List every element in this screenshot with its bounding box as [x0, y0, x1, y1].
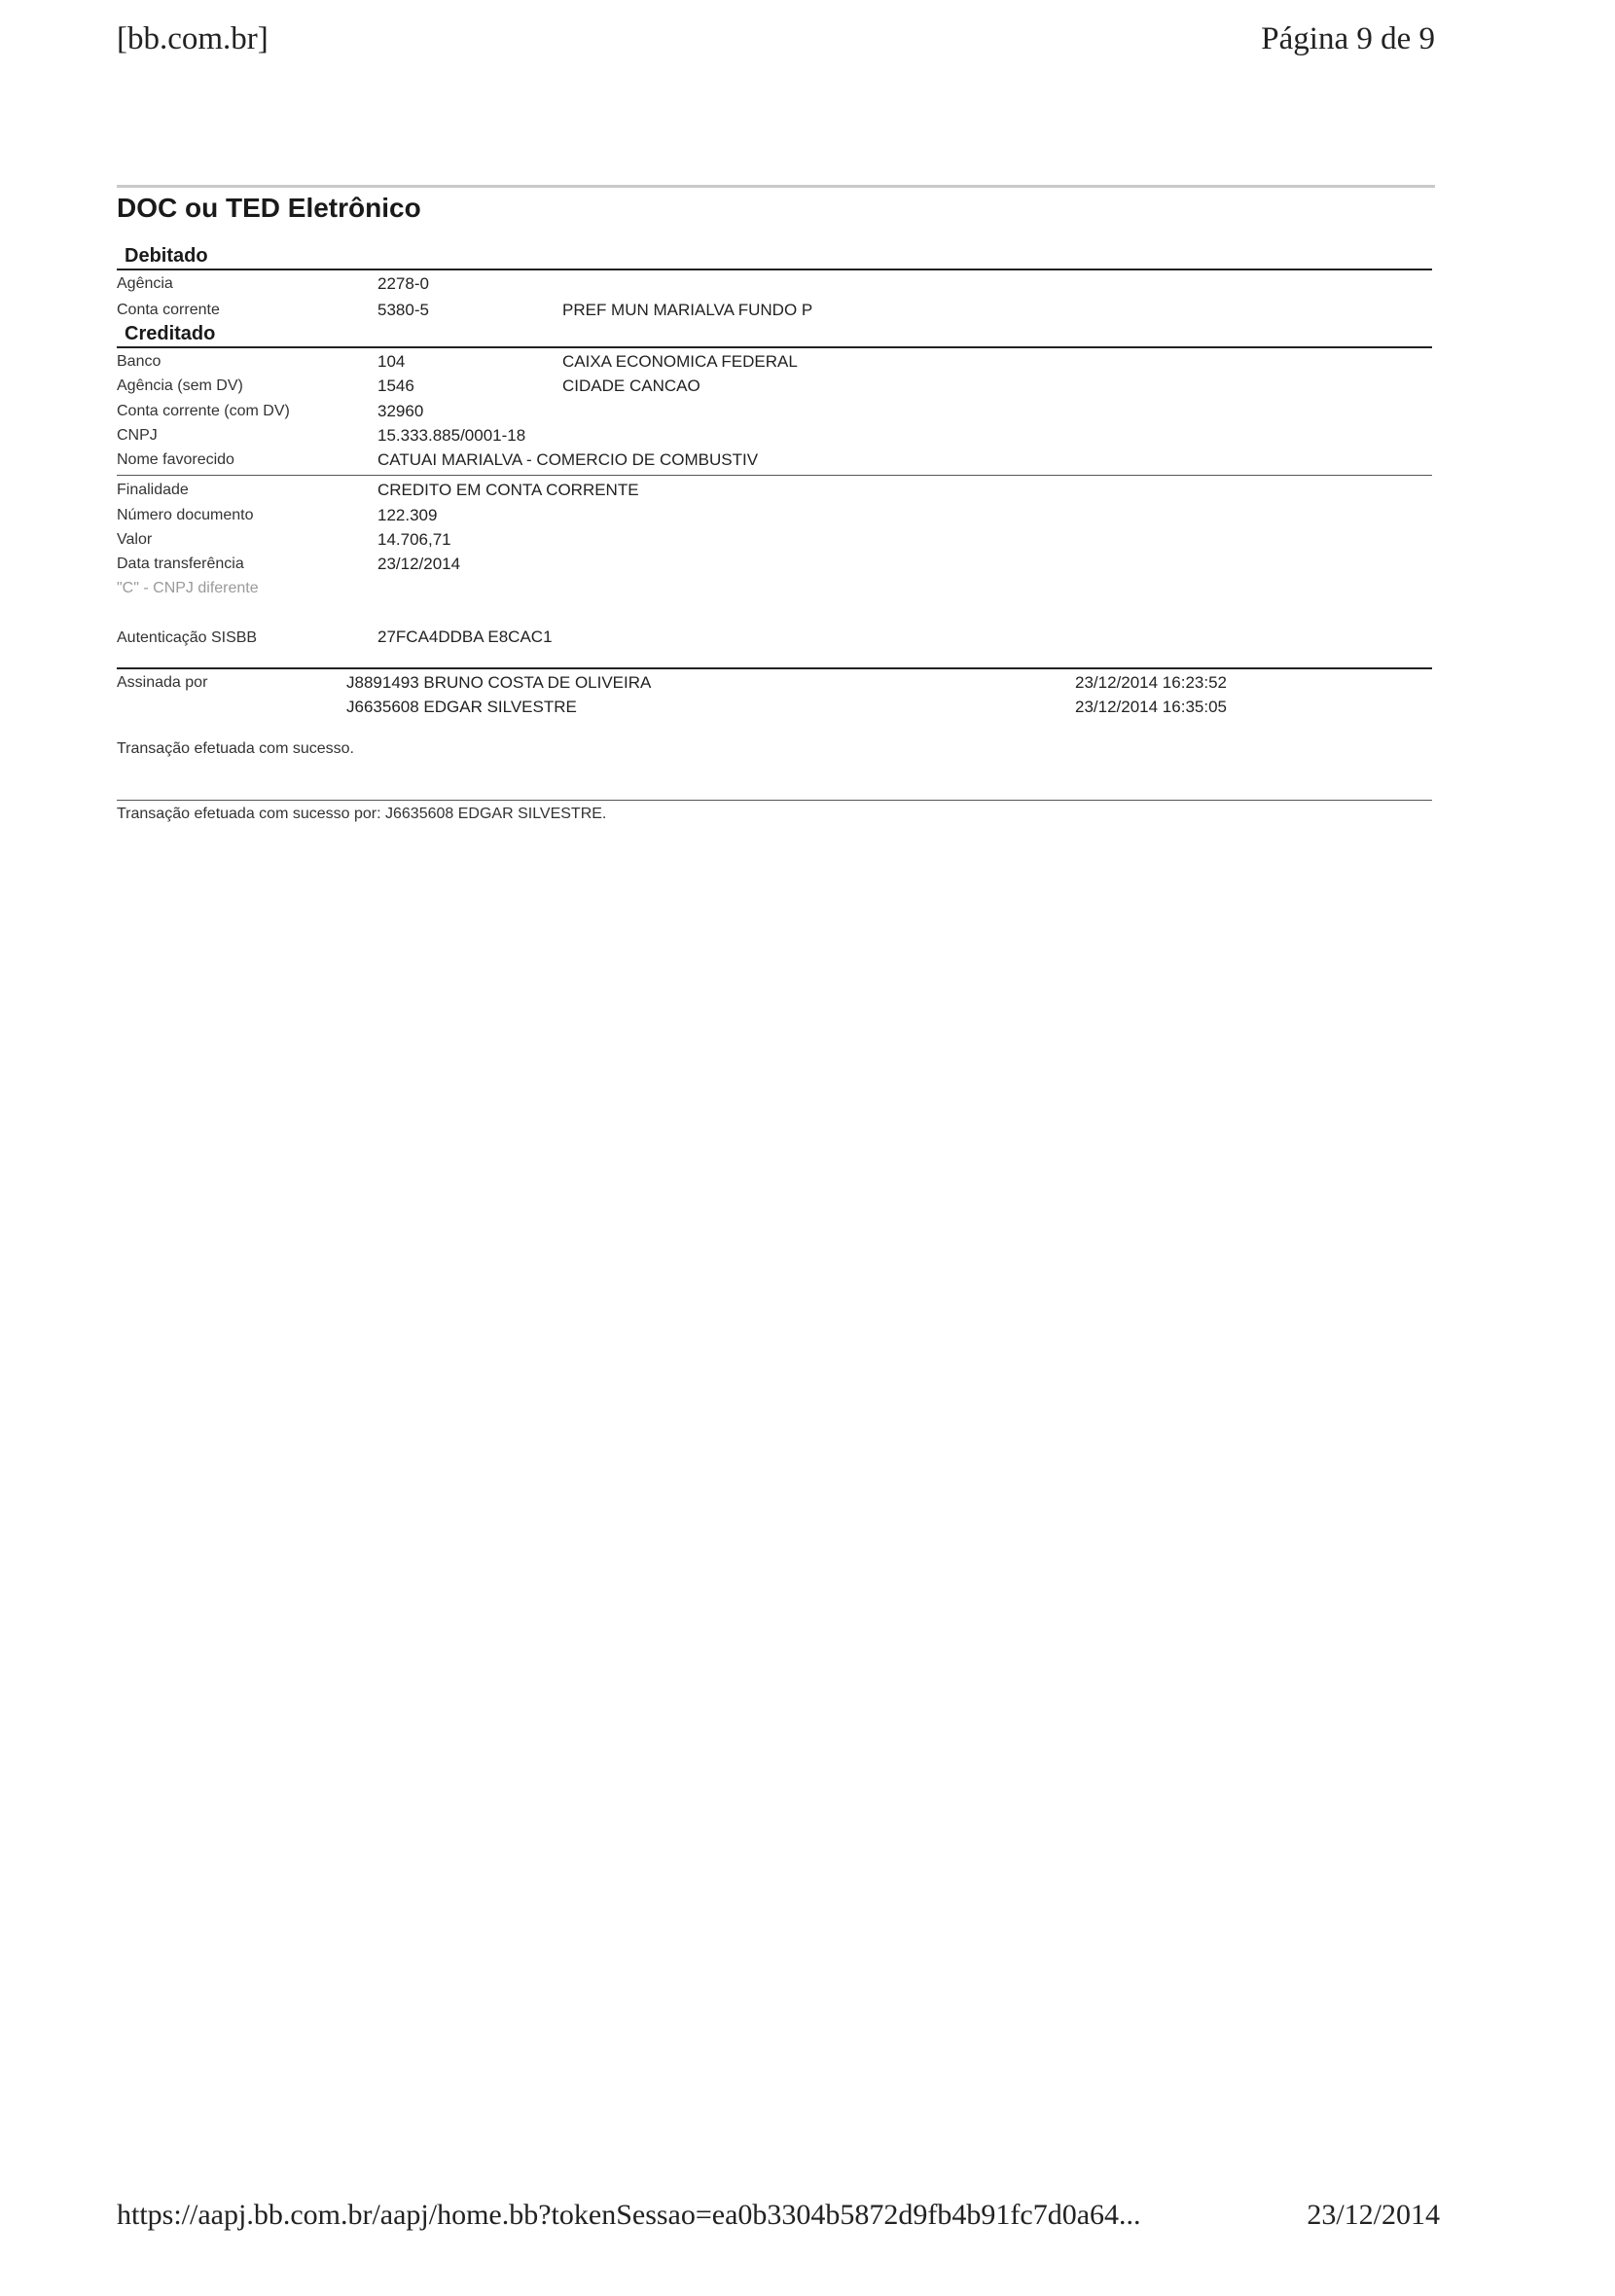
cnpj-diferente-note: "C" - CNPJ diferente [117, 580, 259, 596]
document-title: DOC ou TED Eletrônico [117, 193, 421, 223]
page-footer [117, 2199, 1440, 2242]
valor-label: Valor [117, 531, 153, 548]
creditado-banco-label: Banco [117, 353, 162, 370]
page-header [117, 21, 1435, 70]
site-name: [bb.com.br] [117, 21, 269, 56]
signer-1-timestamp: 23/12/2014 16:23:52 [1075, 673, 1227, 692]
creditado-banco-name: CAIXA ECONOMICA FEDERAL [562, 352, 798, 371]
signer-2-name: J6635608 EDGAR SILVESTRE [346, 698, 577, 716]
debitado-divider [117, 269, 1432, 270]
creditado-favorecido-value: CATUAI MARIALVA - COMERCIO DE COMBUSTIV [377, 450, 759, 469]
debitado-conta-label: Conta corrente [117, 302, 220, 318]
data-transferencia-label: Data transferência [117, 556, 244, 572]
debitado-conta-value: 5380-5 [377, 301, 429, 319]
creditado-agencia-value: 1546 [377, 377, 414, 395]
debitado-conta-holder: PREF MUN MARIALVA FUNDO P [562, 301, 813, 319]
creditado-agencia-name: CIDADE CANCAO [562, 377, 700, 395]
finalidade-label: Finalidade [117, 482, 189, 498]
bottom-divider [117, 800, 1432, 801]
debitado-agencia-value: 2278-0 [377, 274, 429, 293]
autenticacao-value: 27FCA4DDBA E8CAC1 [377, 628, 553, 646]
signatures-divider [117, 667, 1432, 669]
finalidade-value: CREDITO EM CONTA CORRENTE [377, 481, 639, 499]
creditado-banco-value: 104 [377, 352, 406, 371]
signer-1-name: J8891493 BRUNO COSTA DE OLIVEIRA [346, 673, 652, 692]
creditado-cnpj-value: 15.333.885/0001-18 [377, 426, 526, 445]
creditado-agencia-label: Agência (sem DV) [117, 377, 243, 394]
autenticacao-label: Autenticação SISBB [117, 629, 258, 646]
debitado-heading: Debitado [125, 245, 208, 267]
details-divider [117, 475, 1432, 476]
success-message: Transação efetuada com sucesso. [117, 740, 354, 757]
creditado-favorecido-label: Nome favorecido [117, 451, 234, 468]
creditado-conta-value: 32960 [377, 402, 424, 420]
assinada-por-label: Assinada por [117, 674, 208, 691]
top-divider [117, 185, 1435, 188]
debitado-agencia-label: Agência [117, 275, 173, 292]
success-by-message: Transação efetuada com sucesso por: J6635608 EDGAR SILVESTRE. [117, 806, 607, 822]
signer-2-timestamp: 23/12/2014 16:35:05 [1075, 698, 1227, 716]
creditado-heading: Creditado [125, 323, 216, 344]
page-number: Página 9 de 9 [1261, 21, 1435, 56]
creditado-divider [117, 346, 1432, 348]
data-transferencia-value: 23/12/2014 [377, 555, 461, 573]
numero-documento-label: Número documento [117, 507, 254, 523]
valor-value: 14.706,71 [377, 530, 451, 549]
creditado-cnpj-label: CNPJ [117, 427, 158, 444]
print-date: 23/12/2014 [1307, 2199, 1440, 2231]
numero-documento-value: 122.309 [377, 506, 438, 524]
creditado-conta-label: Conta corrente (com DV) [117, 403, 290, 419]
page-url: https://aapj.bb.com.br/aapj/home.bb?tokenSessao=ea0b3304b5872d9fb4b91fc7d0a64... [117, 2199, 1141, 2231]
